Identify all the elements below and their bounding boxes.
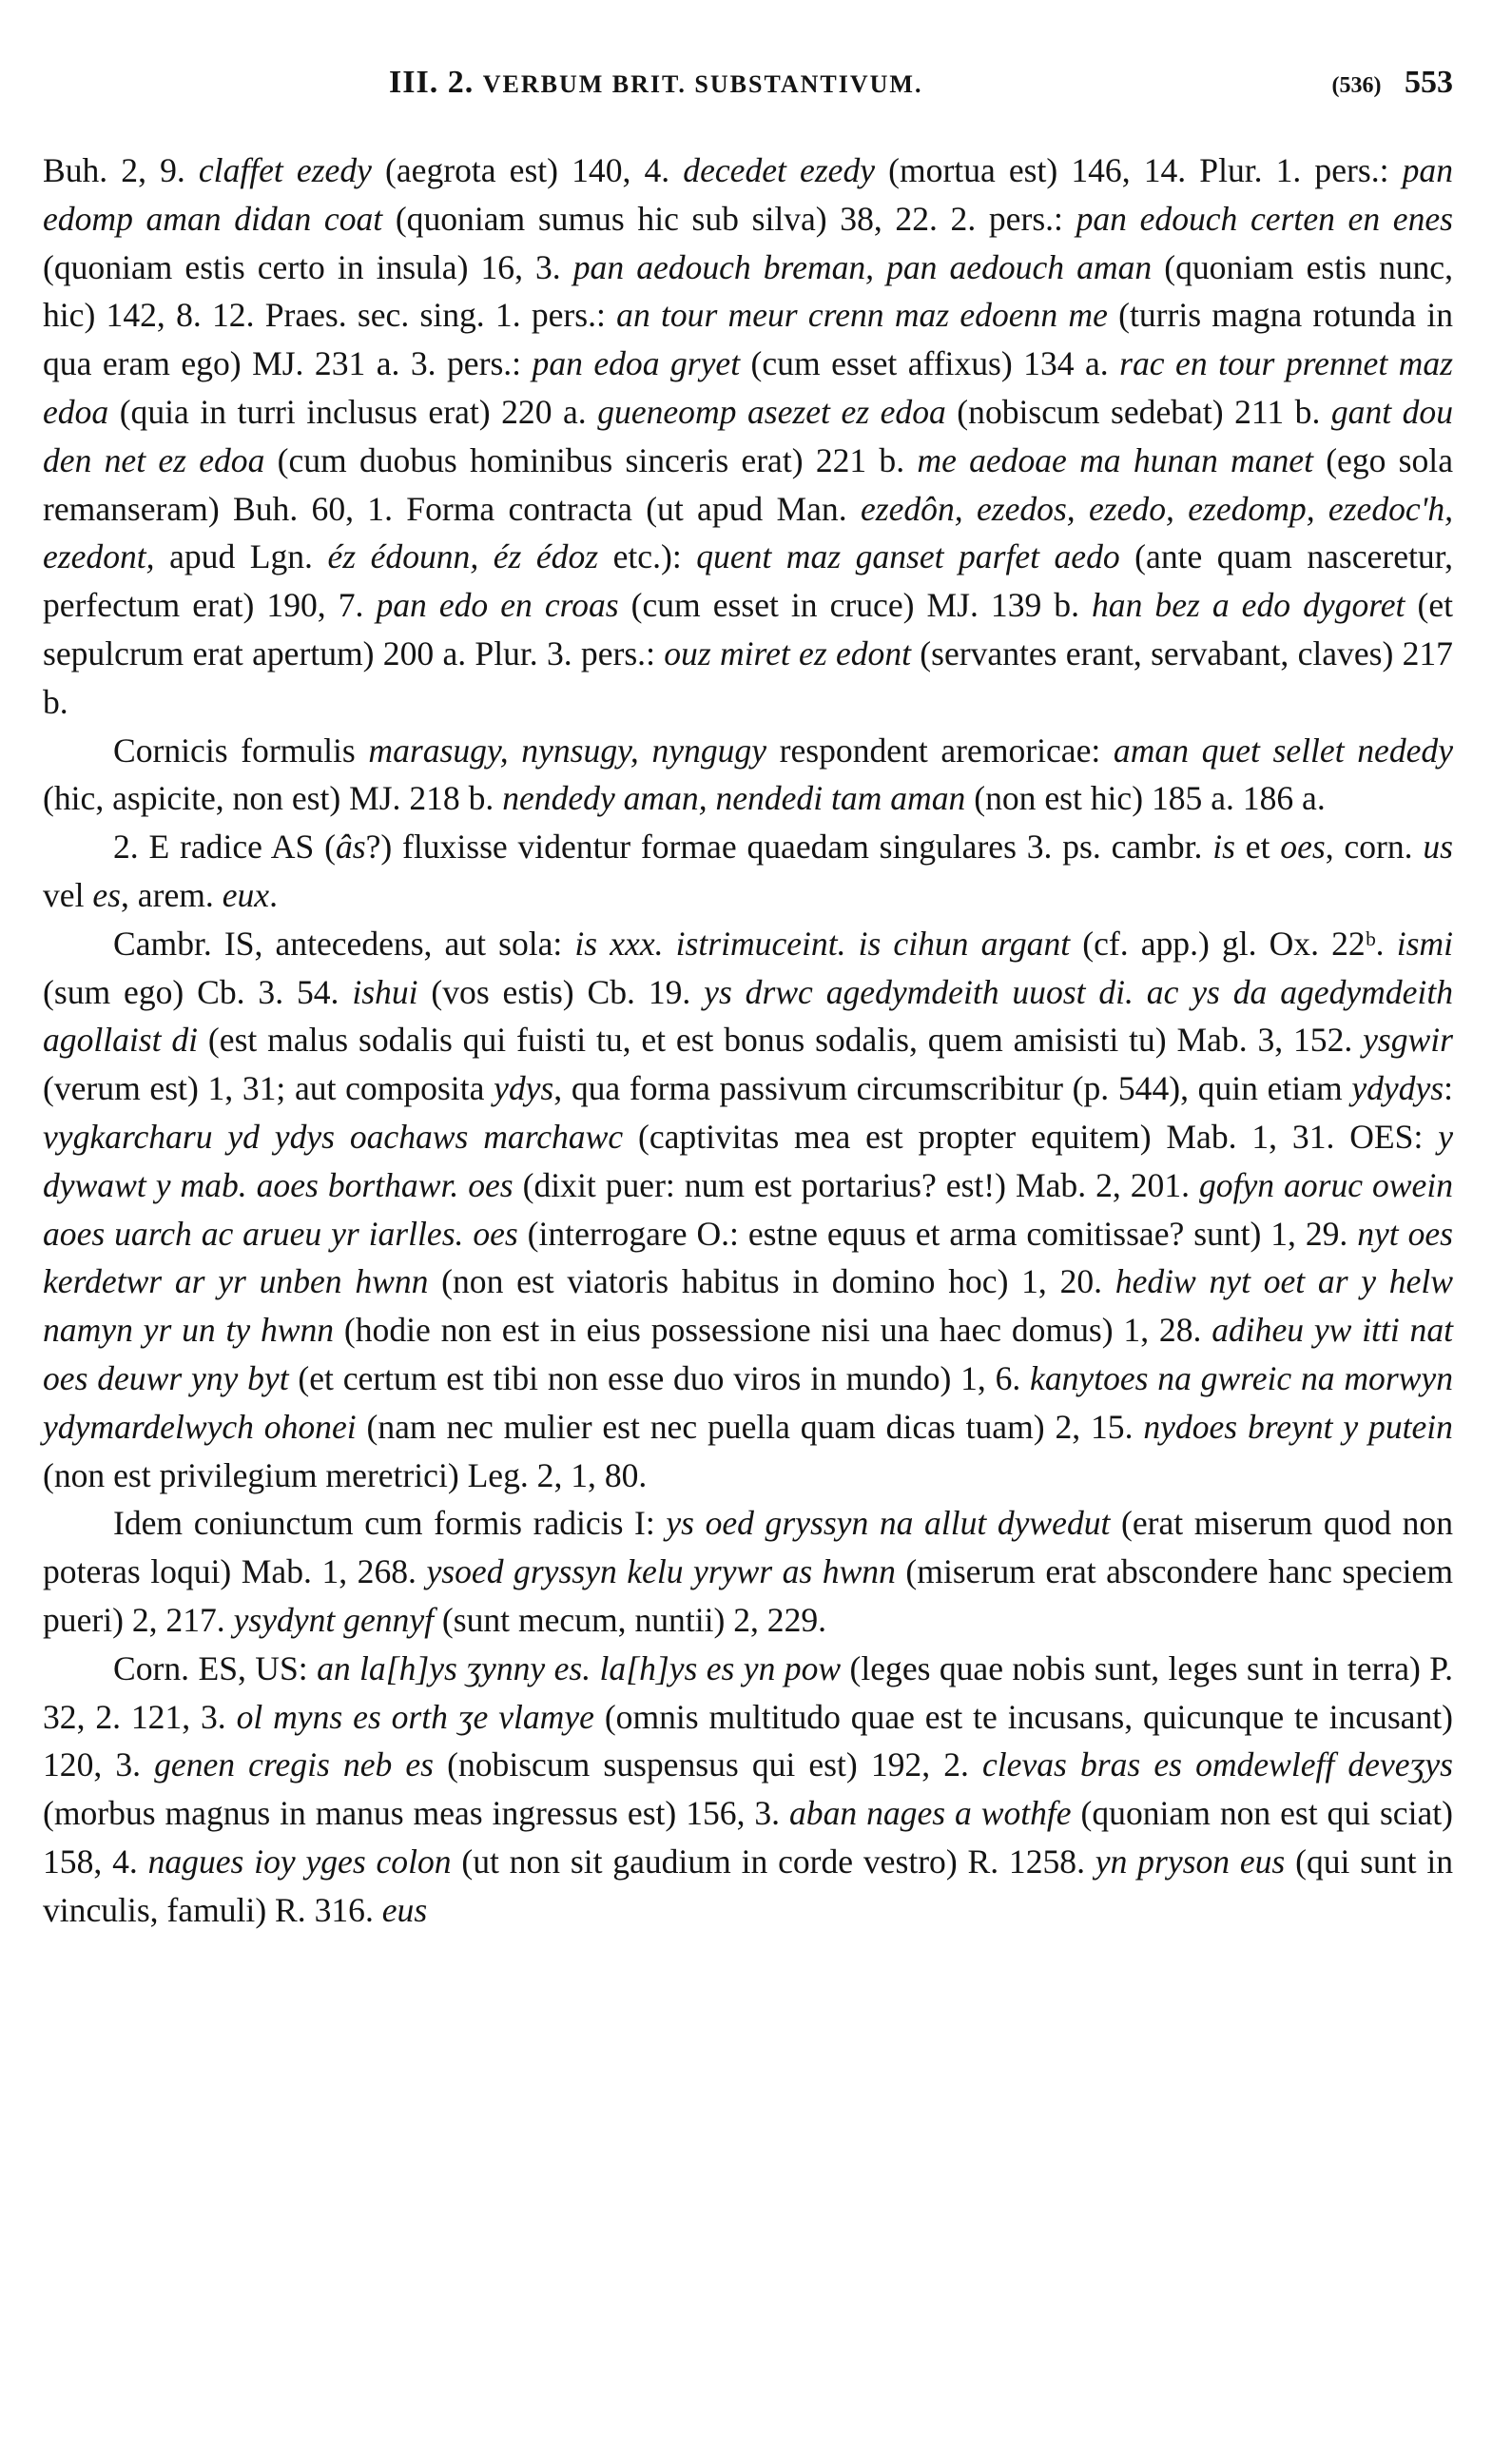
text-run: (vos estis) Cb. 19. [417,972,705,1011]
italic-quote: an tour meur crenn maz edoenn me [616,296,1108,335]
text-run: Cornicis formulis [113,731,369,770]
text-run: (et certum est tibi non esse duo viros in mundo) 1, 6. [288,1358,1031,1397]
italic-quote: âs [335,828,366,867]
italic-quote: ys drwc agedymdeith uuost di. ac ys da agedymdeith agollaist di [43,972,1453,1060]
italic-quote: me aedoae ma hunan manet [917,440,1313,479]
italic-quote: ydys [494,1069,554,1108]
italic-quote: nydoes breynt y putein [1143,1407,1453,1446]
text-run: (cum duobus hominibus sinceris erat) 221 b. [264,440,918,479]
text-run: (leges quae nobis sunt, leges sunt in terra) P. 32, 2. 121, 3. [43,1648,1454,1736]
text-run: (cum esset in cruce) MJ. 139 b. [618,586,1093,625]
italic-quote: pan edouch certen en enes [1076,199,1453,238]
italic-quote: ysgwir [1363,1021,1453,1060]
paragraph [43,823,1453,920]
text-run: respondent aremoricae: [766,731,1114,770]
italic-quote: marasugy, nynsugy, nyngugy [368,731,766,770]
italic-quote: yn pryson eus [1095,1842,1286,1881]
italic-quote: es [92,875,122,914]
text-run: , corn. [1325,828,1424,867]
text-run: (quoniam non est qui sciat) 158, 4. [43,1794,1453,1881]
italic-quote: oes [1280,828,1326,867]
italic-quote: ezedôn, ezedos, ezedo, ezedomp, ezedoc'h, ezedont, [43,489,1454,576]
italic-quote: ysoed gryssyn kelu yrywr as hwnn [426,1552,896,1591]
italic-quote: rac en tour prennet maz edoa [43,344,1453,431]
text-run: (nobiscum sedebat) 211 b. [945,392,1331,431]
header-section-number: III. 2. [389,65,475,100]
text-run: (est malus sodalis qui fuisti tu, et est bonus sodalis, quem amisisti tu) Mab. 3, 152. [198,1021,1364,1060]
italic-quote: nagues ioy yges colon [147,1842,452,1881]
paragraph [43,727,1453,824]
text-run: Idem coniunctum cum formis radicis I: [113,1504,667,1543]
text-run: Corn. ES, US: [113,1648,318,1687]
text-run: , qua forma passivum circumscribitur (p. 544), quin etiam [553,1069,1352,1108]
italic-quote: is xxx. istrimuceint. is cihun argant [574,924,1071,963]
italic-quote: gofyn aoruc owein aoes uarch ac arueu yr iarlles. oes [43,1165,1454,1253]
text-run: (hodie non est in eius possessione nisi una haec domus) 1, 28. [334,1311,1212,1350]
text-run: (sum ego) Cb. 3. 54. [43,972,353,1011]
text-run: (non est viatoris habitus in domino hoc) 1, 20. [428,1262,1115,1301]
text-run: (turris magna rotunda in qua eram ego) MJ. 231 a. 3. pers.: [43,296,1453,383]
italic-quote: aman quet sellet nededy [1113,731,1453,770]
italic-quote: adiheu yw itti nat oes deuwr yny byt [43,1311,1453,1397]
text-run: et [1234,828,1281,867]
italic-quote: vygkarcharu yd ydys oachaws marchawc [43,1117,624,1156]
italic-quote: ouz miret ez edont [664,634,911,673]
text-run: etc.): [598,537,697,576]
text-run: (dixit puer: num est portarius? est!) Mab. 2, 201. [513,1165,1199,1204]
italic-quote: pan edo en croas [376,586,619,625]
italic-quote: eux [222,875,270,914]
italic-quote: gueneomp asezet ez edoa [597,392,946,431]
text-run: (cf. app.) gl. Ox. 22ᵇ. [1070,924,1397,963]
italic-quote: nyt oes kerdetwr ar yr unben hwnn [43,1214,1453,1301]
text-run: Cambr. IS, antecedens, aut sola: [113,924,575,963]
text-run: (sunt mecum, nuntii) 2, 229. [434,1600,827,1639]
text-run: (miserum erat abscondere hanc speciem pueri) 2, 217. [43,1552,1453,1639]
italic-quote: gant dou den net ez edoa [43,392,1454,479]
text-run: (ante quam nasceretur, perfectum erat) 190, 7. [43,537,1453,625]
italic-quote: eus [381,1890,428,1929]
italic-quote: ydydys [1351,1069,1444,1108]
text-run: Buh. 2, 9. [43,151,199,189]
text-run: (aegrota est) 140, 4. [371,151,684,189]
text-run: (quia in turri inclusus erat) 220 a. [108,392,598,431]
text-run: (et sepulcrum erat apertum) 200 a. Plur. 3. pers.: [43,586,1453,673]
italic-quote: aban nages a wothfe [789,1794,1072,1833]
text-run: : [1444,1069,1454,1108]
text-run: (morbus magnus in manus meas ingressus est) 156, 3. [43,1794,789,1833]
text-run: (interrogare O.: estne equus et arma comitissae? sunt) 1, 29. [517,1214,1358,1253]
text-run: (captivitas mea est propter equitem) Mab. 1, 31. OES: [623,1117,1439,1156]
page-number: 553 [1405,65,1453,100]
italic-quote: us [1423,828,1453,867]
text-run: vel [43,875,93,914]
text-run: (verum est) 1, 31; aut composita [43,1069,494,1108]
paragraph [43,920,1453,1500]
text-run: (hic, aspicite, non est) MJ. 218 b. [43,779,503,818]
italic-quote: is [1212,828,1235,867]
margin-page-number: (536) [1331,73,1382,98]
italic-quote: ishui [352,972,418,1011]
italic-quote: claffet ezedy [198,151,372,189]
text-run: (qui sunt in vinculis, famuli) R. 316. [43,1842,1454,1929]
italic-quote: y dywawt y mab. aoes borthawr. oes [43,1117,1453,1204]
paragraph [43,146,1453,727]
italic-quote: decedet ezedy [683,151,876,189]
text-run: ?) fluxisse videntur formae quaedam singulares 3. ps. cambr. [365,828,1213,867]
text-run: (ego sola remanseram) Buh. 60, 1. Forma contracta (ut apud Man. [43,440,1453,528]
text-run: 2. E radice AS ( [113,828,336,867]
text-run: (servantes erant, servabant, claves) 217 b. [43,634,1453,721]
header-title [389,65,922,101]
italic-quote: nendedy aman, nendedi tam aman [502,779,966,818]
text-run: (omnis multitudo quae est te incusans, quicunque te incusant) 120, 3. [43,1697,1453,1784]
text-run: (nam nec mulier est nec puella quam dicas tuam) 2, 15. [356,1407,1144,1446]
text-run: (quoniam estis certo in insula) 16, 3. [43,247,573,286]
paragraph [43,1499,1453,1644]
italic-quote: clevas bras es omdewleff deveʒys [981,1745,1453,1784]
text-run: (ut non sit gaudium in corde vestro) R. 1258. [451,1842,1095,1881]
header-page-numbers [1332,65,1453,101]
italic-quote: ol myns es orth ʒe vlamye [236,1697,594,1736]
text-run: (mortua est) 146, 14. Plur. 1. pers.: [875,151,1403,189]
italic-quote: kanytoes na gwreic na morwyn ydymardelwych ohonei [43,1358,1453,1446]
italic-quote: pan edomp aman didan coat [43,151,1453,238]
text-run: (quoniam sumus hic sub silva) 38, 22. 2. pers.: [382,199,1076,238]
text-run: (quoniam estis nunc, hic) 142, 8. 12. Praes. sec. sing. 1. pers.: [43,247,1453,335]
italic-quote: pan aedouch breman, pan aedouch aman [572,247,1153,286]
header-section-title: VERBUM BRIT. SUBSTANTIVUM. [482,70,923,98]
text-run: (non est hic) 185 a. 186 a. [965,779,1326,818]
text-run: (non est privilegium meretrici) Leg. 2, 1, 80. [43,1455,648,1494]
paragraph [43,1645,1453,1935]
italic-quote: pan edoa gryet [532,344,741,383]
italic-quote: genen cregis neb es [154,1745,435,1784]
text-run: apud Lgn. [154,537,328,576]
text-run: (cum esset affixus) 134 a. [740,344,1120,383]
running-header [43,59,1453,122]
italic-quote: quent maz ganset parfet aedo [696,537,1120,576]
italic-quote: an la[h]ys ʒynny es. la[h]ys es yn pow [317,1648,842,1687]
italic-quote: han bez a edo dygoret [1092,586,1405,625]
italic-quote: ys oed gryssyn na allut dywedut [666,1504,1111,1543]
italic-quote: ysydynt gennyf [233,1600,435,1639]
text-run: (nobiscum suspensus qui est) 192, 2. [434,1745,982,1784]
text-run: . [269,875,278,914]
italic-quote: éz édounn, éz édoz [327,537,599,576]
italic-quote: hediw nyt oet ar y helw namyn yr un ty hwnn [43,1262,1454,1350]
body-text [43,146,1453,1934]
italic-quote: ismi [1396,924,1453,963]
text-run: (erat miserum quod non poteras loqui) Mab. 1, 268. [43,1504,1453,1591]
text-run: , arem. [121,875,223,914]
